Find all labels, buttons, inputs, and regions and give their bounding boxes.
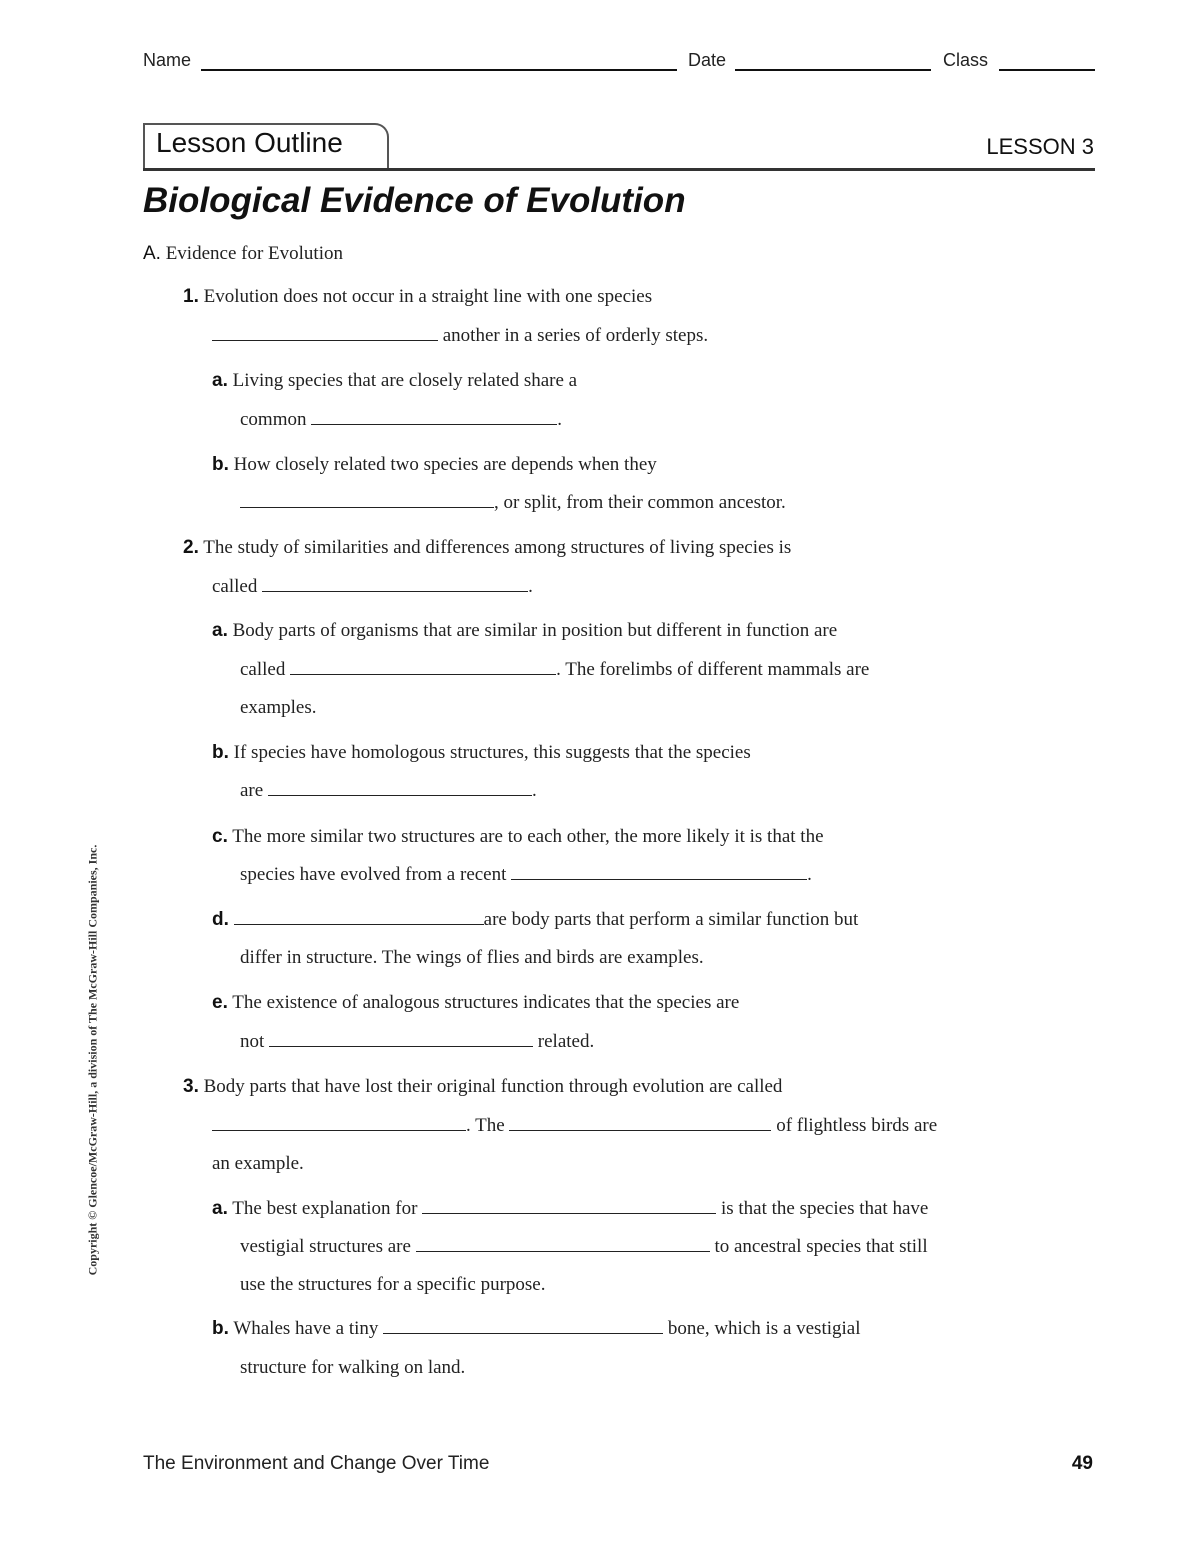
- outline-text: differ in structure. The wings of flies and birds are examples.: [240, 947, 704, 968]
- answer-blank[interactable]: [290, 658, 556, 675]
- banner-rule: [143, 168, 1095, 171]
- outline-item-1b-line2: [240, 491, 786, 515]
- outline-item-1a-line2: [240, 408, 562, 432]
- outline-text: of flightless birds are: [776, 1115, 938, 1136]
- copyright-notice: Copyright © Glencoe/McGraw-Hill, a division of The McGraw-Hill Companies, Inc.: [85, 844, 100, 1276]
- outline-text: The existence of analogous structures indicates that the species are: [232, 992, 740, 1013]
- outline-item-2a-line3: [240, 696, 317, 720]
- outline-item-2a-line1: [212, 619, 837, 643]
- outline-heading-a: [143, 242, 343, 266]
- class-field[interactable]: [999, 69, 1095, 71]
- class-label: Class: [943, 50, 989, 70]
- outline-text: bone, which is a vestigial: [667, 1318, 861, 1339]
- outline-text: .: [531, 780, 537, 801]
- answer-blank[interactable]: [234, 908, 484, 925]
- outline-text: another in a series of orderly steps.: [442, 325, 709, 346]
- outline-text: The more similar two structures are to each other, the more likely it is that the: [232, 826, 824, 847]
- outline-marker: A.: [143, 243, 161, 264]
- outline-item-3-line2: [212, 1114, 937, 1138]
- outline-text: to ancestral species that still: [714, 1236, 928, 1257]
- outline-marker: 3.: [183, 1076, 199, 1097]
- outline-text: , or split, from their common ancestor.: [494, 492, 786, 513]
- outline-item-2e-line1: [212, 991, 739, 1015]
- answer-blank[interactable]: [311, 408, 557, 425]
- outline-text: are: [240, 780, 264, 801]
- student-info-header: [143, 50, 1095, 74]
- answer-blank[interactable]: [262, 575, 528, 592]
- lesson-number: LESSON 3: [986, 134, 1094, 159]
- outline-item-1a-line1: [212, 369, 577, 393]
- outline-text: The study of similarities and differences among structures of living species is: [203, 537, 792, 558]
- outline-marker: a.: [212, 1198, 228, 1219]
- answer-blank[interactable]: [416, 1235, 710, 1252]
- answer-blank[interactable]: [383, 1317, 663, 1334]
- outline-marker: b.: [212, 742, 229, 763]
- outline-marker: a.: [212, 370, 228, 391]
- outline-text: vestigial structures are: [240, 1236, 411, 1257]
- outline-marker: a.: [212, 620, 228, 641]
- outline-marker: 1.: [183, 286, 199, 307]
- page-title: Biological Evidence of Evolution: [143, 181, 686, 220]
- outline-text: Evolution does not occur in a straight line with one species: [203, 286, 653, 307]
- outline-item-1-line1: [183, 285, 652, 309]
- footer-unit-title: The Environment and Change Over Time: [143, 1453, 490, 1474]
- outline-item-1b-line1: [212, 453, 657, 477]
- outline-text: .: [528, 576, 533, 597]
- outline-item-3a-line3: [240, 1273, 545, 1297]
- outline-marker: 2.: [183, 537, 199, 558]
- answer-blank[interactable]: [268, 779, 532, 796]
- outline-item-3a-line1: [212, 1197, 928, 1221]
- outline-item-2-line1: [183, 536, 791, 560]
- outline-text: .: [807, 864, 812, 885]
- outline-item-2d-line1: [212, 908, 858, 932]
- outline-text: How closely related two species are depends when they: [233, 454, 657, 475]
- outline-text: The best explanation for: [232, 1198, 418, 1219]
- page-number: 49: [1071, 1453, 1093, 1474]
- outline-text: use the structures for a specific purpose.: [240, 1274, 546, 1295]
- outline-text: are body parts that perform a similar function but: [483, 909, 859, 930]
- outline-marker: e.: [212, 992, 228, 1013]
- answer-blank[interactable]: [422, 1197, 716, 1214]
- name-label: Name: [143, 50, 192, 70]
- lesson-outline-title: Lesson Outline: [156, 127, 343, 158]
- outline-text: Whales have a tiny: [233, 1318, 379, 1339]
- outline-marker: b.: [212, 454, 229, 475]
- outline-text: species have evolved from a recent: [240, 864, 507, 885]
- answer-blank[interactable]: [240, 491, 494, 508]
- outline-text: an example.: [212, 1153, 304, 1174]
- answer-blank[interactable]: [212, 1114, 466, 1131]
- outline-text: called: [212, 576, 258, 597]
- outline-text: . The forelimbs of different mammals are: [556, 659, 870, 680]
- answer-blank[interactable]: [269, 1030, 533, 1047]
- outline-text: If species have homologous structures, this suggests that the species: [233, 742, 751, 763]
- outline-item-2c-line2: [240, 863, 812, 887]
- outline-marker: b.: [212, 1318, 229, 1339]
- outline-text: Evidence for Evolution: [165, 243, 343, 264]
- outline-text: structure for walking on land.: [240, 1357, 466, 1378]
- date-label: Date: [688, 50, 727, 70]
- outline-item-3a-line2: [240, 1235, 928, 1259]
- outline-text: Living species that are closely related share a: [232, 370, 578, 391]
- outline-item-2a-line2: [240, 658, 869, 682]
- outline-item-3b-line1: [212, 1317, 861, 1341]
- outline-item-3-line1: [183, 1075, 782, 1099]
- name-field[interactable]: [201, 69, 677, 71]
- outline-marker: d.: [212, 909, 229, 930]
- outline-item-3-line3: [212, 1152, 304, 1176]
- outline-item-2-line2: [212, 575, 533, 599]
- outline-item-3b-line2: [240, 1356, 465, 1380]
- answer-blank[interactable]: [511, 863, 807, 880]
- outline-text: Body parts that have lost their original function through evolution are called: [203, 1076, 783, 1097]
- outline-text: called: [240, 659, 286, 680]
- outline-text: .: [557, 409, 562, 430]
- outline-item-2b-line1: [212, 741, 751, 765]
- outline-item-2e-line2: [240, 1030, 594, 1054]
- outline-item-2b-line2: [240, 779, 537, 803]
- date-field[interactable]: [735, 69, 931, 71]
- outline-text: Body parts of organisms that are similar in position but different in function are: [232, 620, 838, 641]
- outline-item-1-line2: [212, 324, 708, 348]
- answer-blank[interactable]: [509, 1114, 771, 1131]
- outline-text: not: [240, 1031, 265, 1052]
- outline-text: common: [240, 409, 307, 430]
- outline-item-2d-line2: [240, 946, 704, 970]
- outline-text: is that the species that have: [720, 1198, 929, 1219]
- outline-text: related.: [537, 1031, 595, 1052]
- outline-item-2c-line1: [212, 825, 824, 849]
- outline-text: examples.: [240, 697, 317, 718]
- outline-marker: c.: [212, 826, 228, 847]
- answer-blank[interactable]: [212, 324, 438, 341]
- outline-text: . The: [466, 1115, 505, 1136]
